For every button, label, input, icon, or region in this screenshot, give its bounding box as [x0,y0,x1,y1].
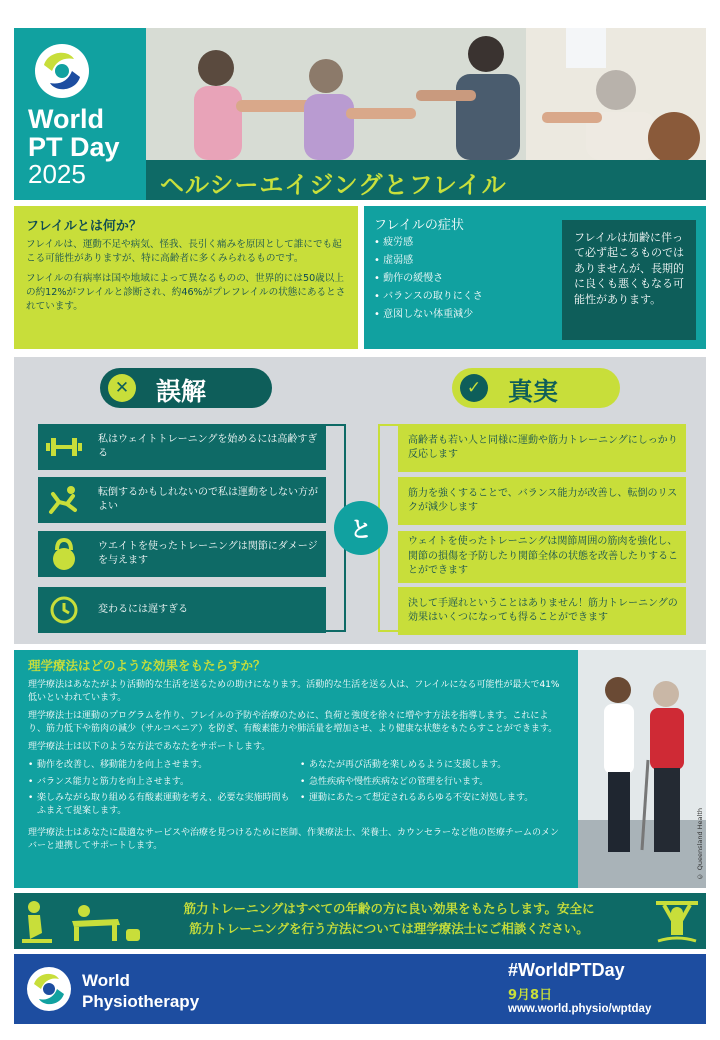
header-photo [146,28,706,160]
pt-benefits-panel [14,650,578,888]
myth-text: 転倒するかもしれないので私は運動をしない方がよい [98,486,318,512]
pt-support-right [300,759,564,821]
footer-brand-line-2: Physiotherapy [82,992,200,1011]
myth-text: 変わるには遅すぎる [98,603,188,615]
exercise-figures-icon [22,899,152,943]
weightlifter-icon [654,897,700,945]
symptoms-heading: フレイルの症状 [374,218,464,233]
symptom-item: • 意図しない体重減少 [374,310,696,320]
versus-circle: と [334,501,388,555]
myth-item [38,477,326,523]
fact-item [398,477,686,525]
fact-text: ウェイトを使ったトレーニングは関節周囲の筋肉を強化し、関節の損傷を予防したり関節全体の状態を改善したりすることができます [408,536,678,577]
pt-paragraph-4: 理学療法士はあなたに最適なサービスや治療を見つけるために医師、作業療法士、栄養士、カウンセラーなど他の医療チームのメンバーと連携してサポートします。 [28,827,560,851]
frailty-heading: フレイルとは何か？ [26,219,142,234]
pt-support-item: • 運動にあたって想定されるあらゆる不安に対処します。 [300,792,564,805]
fact-item [398,531,686,583]
cross-icon: ✕ [108,374,136,402]
myth-text: ウエイトを使ったトレーニングは関節にダメージを与えます [98,540,318,566]
frailty-paragraph-2: フレイルの有病率は国や地域によって異なるものの、世界的には50歳以上の約12%がフレイルと診断され、約46%がプレフレイルの状態にあるとされています。 [26,272,346,312]
fact-text: 決して手遅れということはありません！筋力トレーニングの効果はいくつになっても得ることができます [408,597,678,623]
footer-hashtag: #WorldPTDay [508,960,625,980]
pt-paragraph-2: 理学療法士は運動のプログラムを作り、フレイルの予防や治療のために、負荷と強度を徐々に増やす方法を指導します。これにより、筋力低下や筋肉の減少（サルコペニア）を防ぎ、有酸素能力や肺活量を増加させ、より健康な状態をもたらすことができます。 [28,711,558,735]
pt-support-item: • 楽しみながら取り組める有酸素運動を考え、必要な実施時間もふまえて提案します。 [28,792,292,817]
myth-heading: 誤解 [156,377,207,406]
symptom-item: • 虚弱感 [374,256,696,266]
photo-credit: © Queensland Health [696,807,704,880]
myth-item [38,531,326,577]
exercise-group-photo-icon [146,28,706,160]
footer-brand-line-1: World [82,971,130,990]
pt-support-list [28,759,564,821]
falling-person-icon [44,481,84,519]
check-icon: ✓ [460,374,488,402]
myth-header [100,368,272,408]
dumbbell-icon [44,428,84,466]
fact-heading: 真実 [508,377,559,406]
frailty-paragraph-1: フレイルは、運動不足や病気、怪我、長引く痛みを原因として誰にでも起こる可能性がありますが、特に高齢者に多くみられるものです。 [26,239,342,264]
myth-item [38,424,326,470]
clock-icon [44,591,84,629]
symptom-item: • 疲労感 [374,238,696,248]
strength-line-1: 筋力トレーニングはすべての年齢の方に良い効果をもたらします。安全に [183,901,595,916]
title-bar [146,160,706,200]
myth-text: 私はウェイトトレーニングを始めるには高齢すぎる [98,433,318,459]
pt-paragraph-1: 理学療法はあなたがより活動的な生活を送るための助けになります。活動的な生活を送る人は、フレイルになる可能性が最大で41%低いといわれています。 [28,680,560,704]
logo-world-text: World [28,104,104,134]
world-pt-day-logo-icon [34,43,90,99]
footer-url-link[interactable]: www.world.physio/wptday [508,1003,652,1015]
symptom-item: • 動作の緩慢さ [374,274,696,284]
world-physiotherapy-logo-icon [26,966,72,1012]
logo-panel [14,28,146,200]
myth-item [38,587,326,633]
pt-support-item: • あなたが再び活動を楽しめるように支援します。 [300,759,564,772]
pt-support-left [28,759,292,821]
pt-paragraph-3: 理学療法士は以下のような方法であなたをサポートします。 [28,742,271,753]
page-title: ヘルシーエイジングとフレイル [160,171,507,199]
fact-text: 筋力を強くすることで、バランス能力が改善し、転倒のリスクが減少します [408,487,678,513]
footer-date: 9月8日 [508,988,553,1003]
fact-item [398,587,686,635]
fact-header [452,368,620,408]
pt-support-item: • 動作を改善し、移動能力を向上させます。 [28,759,292,772]
frailty-note-box: フレイルは加齢に伴って必ず起こるものではありませんが、長期的に良くも悪くもなる可能性があります。 [562,220,696,340]
pt-support-item: • バランス能力と筋力を向上させます。 [28,776,292,789]
pt-support-item: • 急性疾病や慢性疾病などの管理を行います。 [300,776,564,789]
pt-heading: 理学療法はどのような効果をもたらすか？ [28,658,266,673]
kettlebell-icon [44,535,84,573]
logo-ptday-text: PT Day [28,132,120,162]
frailty-definition-panel [14,206,358,349]
fact-item [398,424,686,472]
logo-year-text: 2025 [28,159,86,189]
strength-line-2: 筋力トレーニングを行う方法については理学療法士にご相談ください。 [189,921,589,936]
fact-text: 高齢者も若い人と同様に運動や筋力トレーニングにしっかり反応します [408,434,678,460]
symptom-item: • バランスの取りにくさ [374,292,696,302]
walking-rehab-photo-icon [578,650,706,888]
pt-photo [578,650,706,888]
strength-message [154,899,624,939]
